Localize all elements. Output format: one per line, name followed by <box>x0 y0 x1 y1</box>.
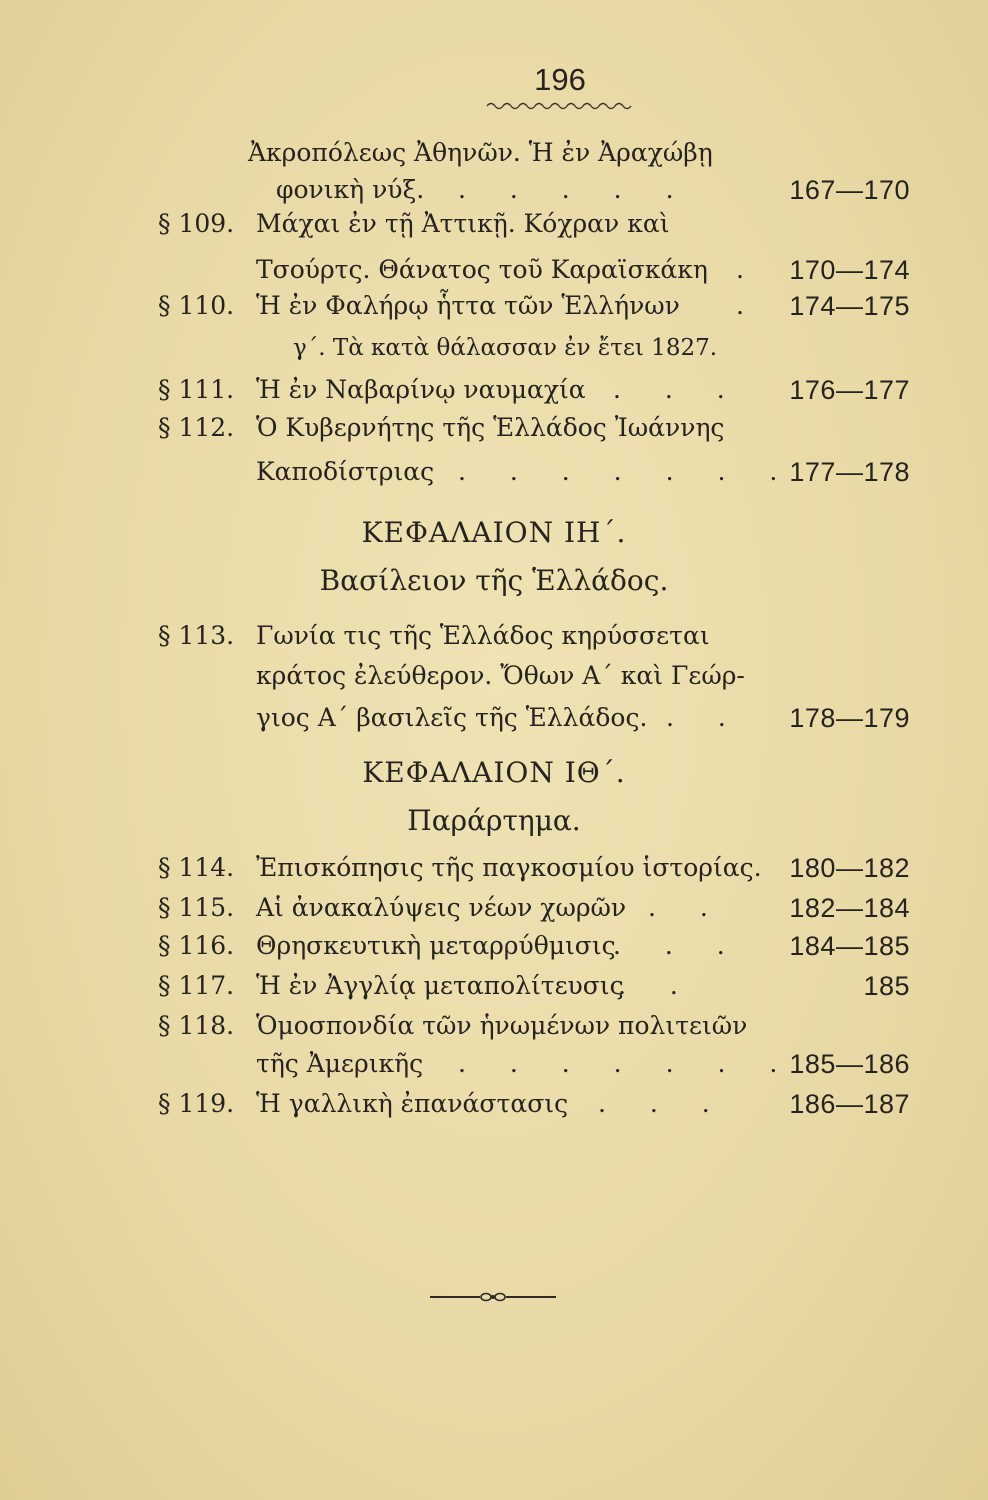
toc-line <box>158 1044 910 1084</box>
toc-line-text: Ἀκροπόλεως Ἀθηνῶν. Ἡ ἐν Ἀραχώβῃ <box>248 138 713 167</box>
chapter-title: Βασίλειον τῆς Ἑλλάδος. <box>319 564 669 597</box>
toc-entry <box>158 1006 910 1046</box>
section-number: § 116. <box>158 931 235 960</box>
toc-entry <box>158 1084 910 1124</box>
leader-dots: . . <box>666 703 744 732</box>
toc-line-text: Καποδίστριας <box>256 457 435 486</box>
page-range: 185 <box>863 971 910 1001</box>
toc-entry <box>158 286 910 326</box>
section-number: § 114. <box>158 853 235 882</box>
leader-dots: . . . . . <box>458 175 692 204</box>
section-number: § 110. <box>158 291 235 320</box>
leader-dots: . . . <box>613 931 743 960</box>
section-number: § 119. <box>158 1089 235 1118</box>
page-range: 182—184 <box>789 893 910 923</box>
page-range: 167—170 <box>789 175 910 205</box>
section-number: § 112. <box>158 413 235 442</box>
leader-dots: . . <box>648 893 726 922</box>
page-range: 170—174 <box>789 255 910 285</box>
toc-entry <box>158 848 910 888</box>
page-range: 180—182 <box>789 853 910 883</box>
toc-line-text: Ὁμοσπονδία τῶν ἡνωμένων πολιτειῶν <box>256 1011 748 1040</box>
toc-line-text: Αἱ ἀνακαλύψεις νέων χωρῶν <box>256 893 627 922</box>
page-range: 176—177 <box>789 375 910 405</box>
subsection-heading: γ΄. Τὰ κατὰ θάλασσαν ἐν ἔτει 1827. <box>293 335 718 361</box>
leader-dots: . . . <box>598 1089 728 1118</box>
section-number: § 113. <box>158 621 235 650</box>
section-number: § 118. <box>158 1011 235 1040</box>
page-range: 177—178 <box>789 457 910 487</box>
toc-entry <box>158 408 910 448</box>
page-range: 174—175 <box>789 291 910 321</box>
toc-line-text: Ἡ ἐν Ναβαρίνῳ ναυμαχία <box>256 375 586 404</box>
toc-line-text: Μάχαι ἐν τῇ Ἀττικῇ. Κόχραν καὶ <box>256 209 670 238</box>
toc-line-text: Ἐπισκόπησις τῆς παγκοσμίου ἱστορίας. <box>256 853 762 882</box>
section-number: § 109. <box>158 209 235 238</box>
page-range: 185—186 <box>789 1049 910 1079</box>
toc-entry <box>158 616 910 656</box>
leader-dots: . . . <box>613 375 743 404</box>
leader-dots: . . . . . . . <box>458 457 796 486</box>
toc-line-text: Ὁ Κυβερνήτης τῆς Ἑλλάδος Ἰωάννης <box>256 413 725 442</box>
toc-entry <box>158 926 910 966</box>
wavy-rule-ornament <box>485 100 635 110</box>
page-range: 178—179 <box>789 703 910 733</box>
toc-entry <box>158 888 910 928</box>
toc-line-text: Ἡ ἐν Ἀγγλίᾳ μεταπολίτευσις <box>256 971 624 1000</box>
toc-line <box>158 698 910 738</box>
chapter-heading: ΚΕΦΑΛΑΙΟΝ ΙΗ΄. <box>361 516 627 549</box>
section-number: § 111. <box>158 375 235 404</box>
toc-line-text: φονικὴ νύξ. <box>276 175 425 204</box>
toc-line-text: κράτος ἐλεύθερον. Ὄθων Α΄ καὶ Γεώρ- <box>256 661 745 690</box>
toc-line <box>158 452 910 492</box>
page-range: 184—185 <box>789 931 910 961</box>
toc-entry <box>158 966 910 1006</box>
toc-line-text: γιος Α΄ βασιλεῖς τῆς Ἑλλάδος. <box>256 703 648 732</box>
toc-entry <box>158 204 910 244</box>
toc-line <box>158 250 910 290</box>
toc-line <box>158 133 910 173</box>
toc-line-text: Γωνία τις τῆς Ἑλλάδος κηρύσσεται <box>256 621 710 650</box>
toc-line-text: Τσούρτς. Θάνατος τοῦ Καραϊσκάκη <box>256 255 708 284</box>
section-number: § 117. <box>158 971 235 1000</box>
toc-line <box>158 656 910 696</box>
section-number: § 115. <box>158 893 235 922</box>
page-number: 196 <box>534 62 586 97</box>
page-range: 186—187 <box>789 1089 910 1119</box>
toc-line-text: Θρησκευτικὴ μεταρρύθμισις <box>256 931 616 960</box>
end-ornament <box>428 1290 558 1304</box>
chapter-heading: ΚΕΦΑΛΑΙΟΝ ΙΘ΄. <box>362 756 626 789</box>
toc-entry <box>158 370 910 410</box>
leader-dots: . <box>736 291 762 320</box>
leader-dots: . <box>736 255 762 284</box>
page-header <box>470 62 650 110</box>
toc-line-text: Ἡ γαλλικὴ ἐπανάστασις <box>256 1089 569 1118</box>
chapter-title: Παράρτημα. <box>407 804 581 837</box>
toc-line-text: τῆς Ἀμερικῆς <box>256 1049 424 1078</box>
leader-dots: . . . . . . . <box>458 1049 796 1078</box>
toc-line-text: Ἡ ἐν Φαλήρῳ ἧττα τῶν Ἑλλήνων <box>256 291 680 320</box>
leader-dots: . . <box>618 971 696 1000</box>
